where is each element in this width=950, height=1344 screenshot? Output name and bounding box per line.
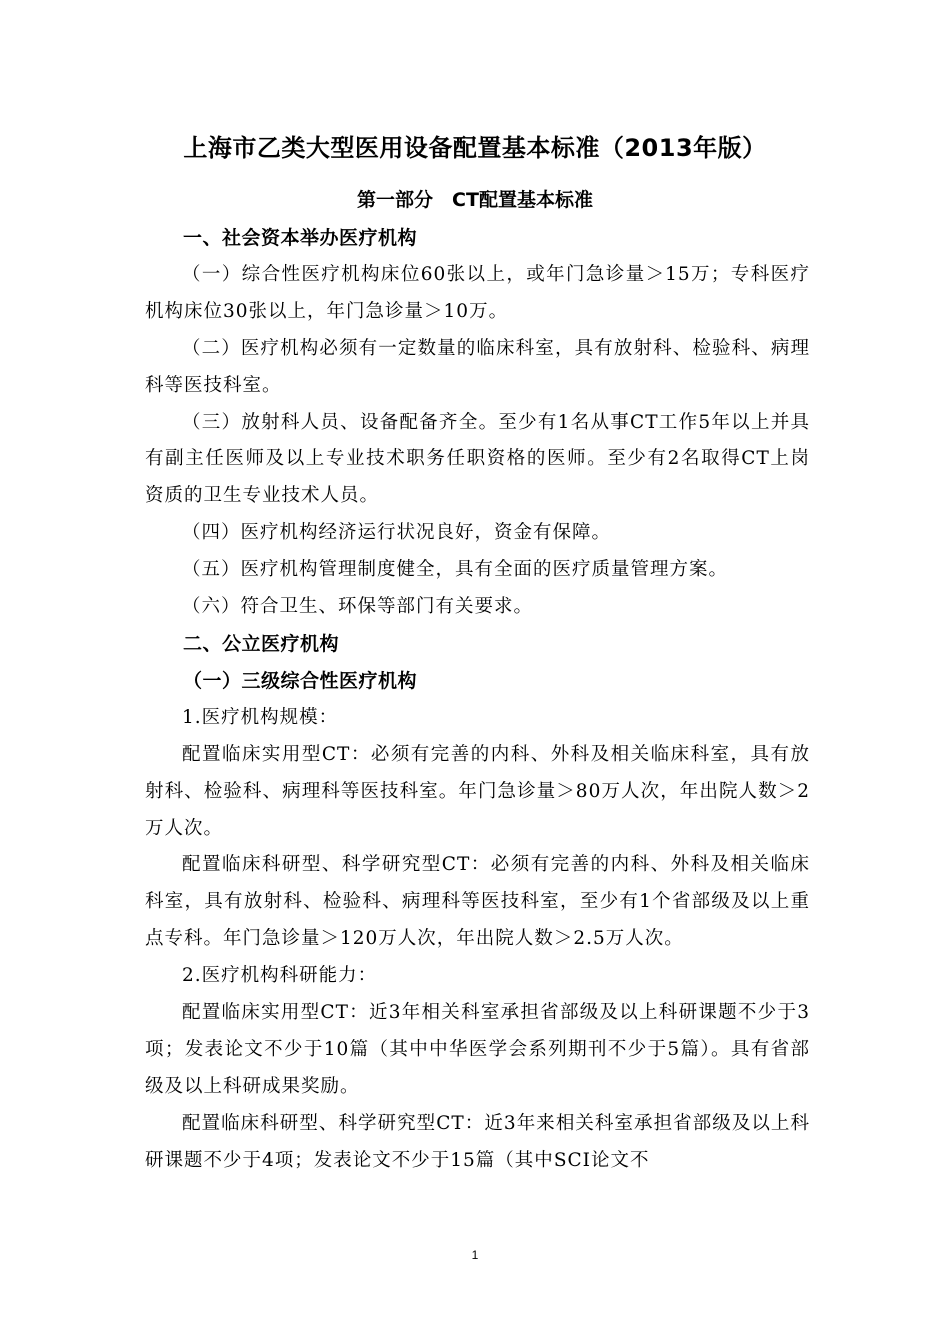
paragraph: （四）医疗机构经济运行状况良好，资金有保障。	[182, 522, 612, 544]
document-body	[145, 220, 810, 1180]
paragraph: （五）医疗机构管理制度健全，具有全面的医疗质量管理方案。	[182, 559, 729, 581]
part-heading: 第一部分 CT配置基本标准	[357, 189, 593, 211]
page-number: 1	[471, 1248, 479, 1262]
paragraph: （一）综合性医疗机构床位60张以上，或年门急诊量＞15万；专科医疗机构床位30张以上，年门急诊量＞10万。	[145, 263, 810, 322]
paragraph: （三）放射科人员、设备配备齐全。至少有1名从事CT工作5年以上并具有副主任医师及以上专业技术职务任职资格的医师。至少有2名取得CT上岗资质的卫生专业技术人员。	[145, 411, 810, 507]
section-heading: 一、社会资本举办医疗机构	[183, 227, 418, 249]
subsection-heading: （一）三级综合性医疗机构	[183, 669, 418, 692]
paragraph: （二）医疗机构必须有一定数量的临床科室，具有放射科、检验科、病理科等医技科室。	[145, 337, 810, 396]
paragraph: 1.医疗机构规模：	[182, 706, 339, 728]
paragraph: 2.医疗机构科研能力：	[182, 965, 378, 987]
section-heading: 二、公立医疗机构	[183, 632, 340, 655]
document-title: 上海市乙类大型医用设备配置基本标准（2013年版）	[183, 134, 767, 162]
paragraph: 配置临床科研型、科学研究型CT：近3年来相关科室承担省部级及以上科研课题不少于4项；发表论文不少于15篇（其中SCI论文不	[145, 1112, 810, 1171]
paragraph: 配置临床科研型、科学研究型CT：必须有完善的内科、外科及相关临床科室，具有放射科、检验科、病理科等医技科室，至少有1个省部级及以上重点专科。年门急诊量＞120万人次，年出院人数＞2.5万人次。	[145, 854, 810, 950]
paragraph: 配置临床实用型CT：近3年相关科室承担省部级及以上科研课题不少于3项；发表论文不少于10篇（其中中华医学会系列期刊不少于5篇）。具有省部级及以上科研成果奖励。	[145, 1002, 810, 1097]
paragraph: （六）符合卫生、环保等部门有关要求。	[182, 596, 534, 618]
paragraph: 配置临床实用型CT：必须有完善的内科、外科及相关临床科室，具有放射科、检验科、病理科等医技科室。年门急诊量＞80万人次，年出院人数＞2万人次。	[145, 743, 810, 839]
